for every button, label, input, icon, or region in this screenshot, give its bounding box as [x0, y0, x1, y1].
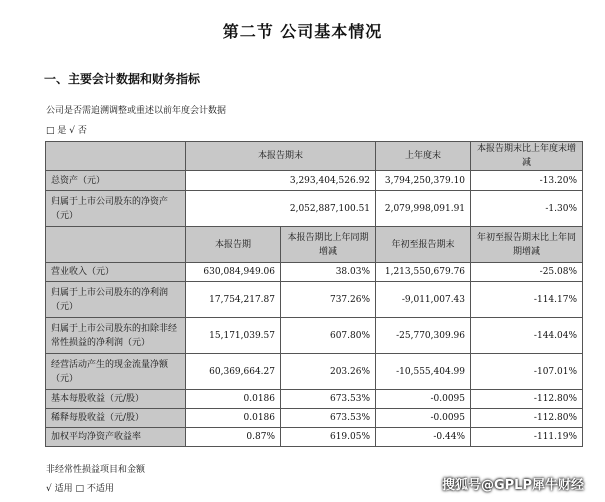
cell-value: -9,011,007.43	[376, 282, 471, 318]
cell-value: 619.05%	[281, 428, 376, 447]
cell-value: -0.44%	[376, 428, 471, 447]
row-label: 总资产（元）	[46, 171, 186, 191]
cell-value: -144.04%	[471, 318, 583, 354]
cell-value: -0.0095	[376, 409, 471, 428]
cell-value: 0.0186	[186, 390, 281, 409]
cell-value: 0.0186	[186, 409, 281, 428]
table-row	[46, 318, 583, 354]
cell-value: -25.08%	[471, 263, 583, 282]
table1-header-row	[46, 142, 583, 171]
cell-value: 38.03%	[281, 263, 376, 282]
section-heading: 一、主要会计数据和财务指标	[44, 72, 201, 86]
row-label: 归属于上市公司股东的净资产（元）	[46, 191, 186, 227]
row-label: 稀释每股收益（元/股）	[46, 409, 186, 428]
cell-value: 673.53%	[281, 409, 376, 428]
table-row	[46, 282, 583, 318]
table2-header-row	[46, 227, 583, 263]
table1-header: 上年度末	[376, 142, 471, 171]
cell-value: 673.53%	[281, 390, 376, 409]
table1-header: 本报告期末	[186, 142, 376, 171]
retro-question: 公司是否需追溯调整或重述以前年度会计数据	[46, 106, 227, 116]
watermark: 搜狐号@GPLP犀牛财经	[441, 478, 584, 493]
cell-value: 203.26%	[281, 354, 376, 390]
table2-header: 本报告期比上年同期增减	[281, 227, 376, 263]
row-label: 归属于上市公司股东的扣除非经常性损益的净利润（元）	[46, 318, 186, 354]
nonrecurring-answer: √ 适用 □ 不适用	[46, 484, 114, 494]
table2-corner	[46, 227, 186, 263]
cell-value: -114.17%	[471, 282, 583, 318]
cell-value: -111.19%	[471, 428, 583, 447]
cell-value: -1.30%	[471, 191, 583, 227]
cell-value: -107.01%	[471, 354, 583, 390]
table-row	[46, 428, 583, 447]
row-label: 归属于上市公司股东的净利润（元）	[46, 282, 186, 318]
cell-value: -112.80%	[471, 390, 583, 409]
cell-value: 737.26%	[281, 282, 376, 318]
row-label: 营业收入（元）	[46, 263, 186, 282]
cell-value: 2,079,998,091.91	[376, 191, 471, 227]
cell-value: 2,052,887,100.51	[186, 191, 376, 227]
table-row	[46, 390, 583, 409]
table2-header: 年初至报告期末比上年同期增减	[471, 227, 583, 263]
table-row	[46, 191, 583, 227]
table1-header: 本报告期末比上年度末增减	[471, 142, 583, 171]
cell-value: 15,171,039.57	[186, 318, 281, 354]
cell-value: 1,213,550,679.76	[376, 263, 471, 282]
cell-value: -25,770,309.96	[376, 318, 471, 354]
cell-value: 607.80%	[281, 318, 376, 354]
table-row	[46, 409, 583, 428]
page-title: 第二节 公司基本情况	[222, 22, 383, 41]
cell-value: 3,794,250,379.10	[376, 171, 471, 191]
cell-value: 0.87%	[186, 428, 281, 447]
nonrecurring-heading: 非经常性损益项目和金额	[46, 465, 146, 475]
table2-header: 年初至报告期末	[376, 227, 471, 263]
cell-value: -112.80%	[471, 409, 583, 428]
cell-value: -0.0095	[376, 390, 471, 409]
table1-corner	[46, 142, 186, 171]
cell-value: 17,754,217.87	[186, 282, 281, 318]
cell-value: 3,293,404,526.92	[186, 171, 376, 191]
retro-answer: □ 是 √ 否	[46, 126, 87, 136]
table-row	[46, 263, 583, 282]
cell-value: 60,369,664.27	[186, 354, 281, 390]
table2-header: 本报告期	[186, 227, 281, 263]
table-row	[46, 354, 583, 390]
cell-value: -13.20%	[471, 171, 583, 191]
financial-data-table	[45, 141, 583, 447]
table-row	[46, 171, 583, 191]
cell-value: 630,084,949.06	[186, 263, 281, 282]
cell-value: -10,555,404.99	[376, 354, 471, 390]
row-label: 加权平均净资产收益率	[46, 428, 186, 447]
row-label: 经营活动产生的现金流量净额（元）	[46, 354, 186, 390]
row-label: 基本每股收益（元/股）	[46, 390, 186, 409]
